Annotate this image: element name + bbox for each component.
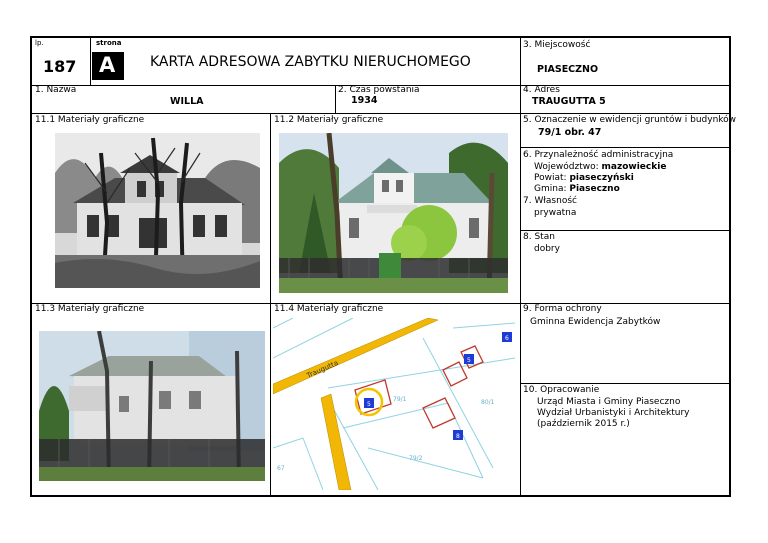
czas-label: 2. Czas powstania: [338, 85, 420, 95]
wlasnosc-label: 7. Własność: [523, 196, 577, 206]
materialy-2-label: 11.2 Materiały graficzne: [274, 115, 384, 125]
divider: [32, 85, 520, 86]
photo-villa-color: [279, 133, 508, 293]
parcel-main-label: 79/1: [393, 396, 407, 403]
adres-value: TRAUGUTTA 5: [532, 96, 606, 107]
photo-villa-side: [39, 331, 265, 481]
materialy-1-label: 11.1 Materiały graficzne: [35, 115, 145, 125]
divider: [520, 147, 729, 148]
materialy-3-label: 11.3 Materiały graficzne: [35, 304, 145, 314]
card-title: KARTA ADRESOWA ZABYTKU NIERUCHOMEGO: [150, 54, 471, 70]
cadastral-map: [273, 318, 515, 490]
gmina-label: Gmina:: [534, 184, 567, 194]
miejscowosc-label: 3. Miejscowość: [523, 40, 591, 50]
nazwa-label: 1. Nazwa: [35, 85, 77, 95]
marker-low-label: 8: [456, 433, 460, 440]
parcel-right-label: 80/1: [481, 399, 495, 406]
powiat-row: [534, 174, 634, 183]
adres-label: 4. Adres: [523, 85, 560, 95]
powiat-value: piaseczyński: [569, 173, 634, 183]
strona-label: strona: [96, 39, 122, 47]
wlasnosc-value: prywatna: [534, 208, 577, 218]
map-street-label: Traugutta: [305, 358, 340, 380]
opracowanie-line3: (październik 2015 r.): [537, 419, 630, 429]
lp-label: lp.: [35, 39, 44, 47]
gmina-value: Piaseczno: [569, 184, 620, 194]
divider: [32, 113, 520, 114]
divider: [520, 383, 729, 384]
oznaczenie-value: 79/1 obr. 47: [538, 127, 602, 138]
divider: [520, 113, 729, 114]
divider: [270, 113, 271, 495]
photo-villa-bw: [55, 133, 260, 288]
opracowanie-line2: Wydział Urbanistyki i Architektury: [537, 408, 690, 418]
miejscowosc-value: PIASECZNO: [537, 64, 599, 75]
opracowanie-label: 10. Opracowanie: [523, 385, 600, 395]
forma-label: 9. Forma ochrony: [523, 304, 602, 314]
lp-number: 187: [43, 57, 77, 76]
oznaczenie-label: 5. Oznaczenie w ewidencji gruntów i budynków: [523, 115, 737, 125]
stan-value: dobry: [534, 244, 560, 254]
opracowanie-line1: Urząd Miasta i Gminy Piaseczno: [537, 397, 681, 407]
strona-letter: A: [99, 53, 116, 77]
nazwa-value: WILLA: [170, 96, 204, 107]
przynaleznosc-label: 6. Przynależność administracyjna: [523, 150, 674, 160]
powiat-label: Powiat:: [534, 173, 567, 183]
divider: [335, 85, 336, 113]
marker-main-label: 5: [367, 401, 371, 408]
marker-mid-label: 5: [467, 357, 471, 364]
marker-top-label: 6: [505, 335, 509, 342]
parcel-left-label: 67: [277, 465, 285, 472]
wojewodztwo-row: [534, 163, 666, 172]
divider: [520, 230, 729, 231]
stan-label: 8. Stan: [523, 232, 555, 242]
wojewodztwo-value: mazowieckie: [601, 162, 667, 172]
parcel-bottom-label: 79/2: [409, 455, 423, 462]
gmina-row: [534, 185, 620, 194]
materialy-4-label: 11.4 Materiały graficzne: [274, 304, 384, 314]
divider: [90, 38, 91, 85]
forma-value: Gminna Ewidencja Zabytków: [530, 317, 661, 327]
czas-value: 1934: [351, 95, 378, 106]
wojewodztwo-label: Województwo:: [534, 162, 599, 172]
divider: [520, 38, 521, 495]
